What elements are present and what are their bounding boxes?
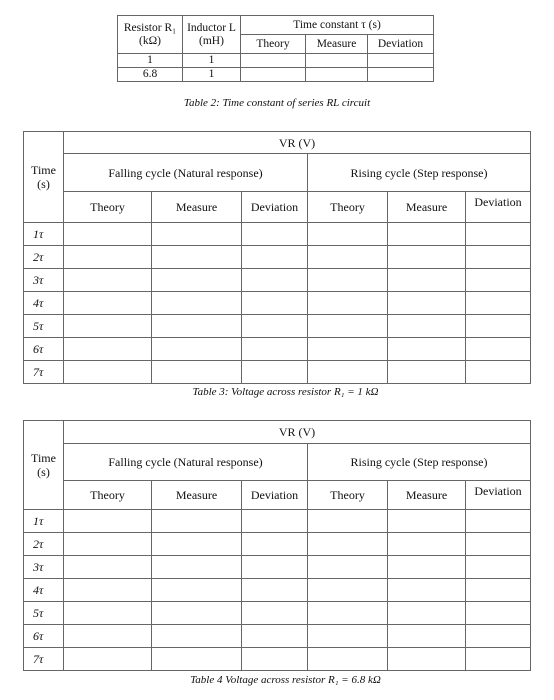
empty-cell[interactable] xyxy=(152,269,242,292)
empty-cell[interactable] xyxy=(388,510,466,533)
table-row xyxy=(24,223,531,246)
time-cell: 5τ xyxy=(24,315,64,338)
table-row xyxy=(24,602,531,625)
empty-cell[interactable] xyxy=(308,648,388,671)
vr-header: VR (V) xyxy=(64,421,531,444)
empty-cell[interactable] xyxy=(466,246,531,269)
empty-cell[interactable] xyxy=(308,315,388,338)
empty-cell[interactable] xyxy=(241,68,306,82)
empty-cell[interactable] xyxy=(308,338,388,361)
time-cell: 1τ xyxy=(24,510,64,533)
falling-cycle-header: Falling cycle (Natural response) xyxy=(64,443,308,481)
empty-cell[interactable] xyxy=(388,602,466,625)
empty-cell[interactable] xyxy=(242,269,308,292)
table-row xyxy=(24,338,531,361)
rising-cycle-header: Rising cycle (Step response) xyxy=(308,154,531,192)
empty-cell[interactable] xyxy=(152,246,242,269)
deviation-header: Deviation xyxy=(368,35,434,54)
empty-cell[interactable] xyxy=(64,338,152,361)
resistor-cell: 1 xyxy=(118,54,183,68)
empty-cell[interactable] xyxy=(388,556,466,579)
empty-cell[interactable] xyxy=(64,269,152,292)
empty-cell[interactable] xyxy=(64,602,152,625)
table4-caption: Table 4 Voltage across resistor R₁ = 6.8 kΩ xyxy=(190,674,381,686)
table-row xyxy=(118,54,434,68)
time-header: Time (s) xyxy=(24,132,64,223)
time-cell: 6τ xyxy=(24,338,64,361)
empty-cell[interactable] xyxy=(152,533,242,556)
table3-body xyxy=(24,223,531,384)
voltage-table-r6-8 xyxy=(23,420,531,671)
rising-theory-header: Theory xyxy=(308,481,388,510)
empty-cell[interactable] xyxy=(242,338,308,361)
empty-cell[interactable] xyxy=(308,223,388,246)
empty-cell[interactable] xyxy=(152,315,242,338)
table-row xyxy=(24,625,531,648)
falling-deviation-header: Deviation xyxy=(242,192,308,223)
empty-cell[interactable] xyxy=(308,361,388,384)
empty-cell[interactable] xyxy=(152,556,242,579)
empty-cell[interactable] xyxy=(152,510,242,533)
empty-cell[interactable] xyxy=(388,338,466,361)
empty-cell[interactable] xyxy=(308,556,388,579)
empty-cell[interactable] xyxy=(388,269,466,292)
empty-cell[interactable] xyxy=(466,556,531,579)
falling-cycle-header: Falling cycle (Natural response) xyxy=(64,154,308,192)
empty-cell[interactable] xyxy=(308,602,388,625)
empty-cell[interactable] xyxy=(466,338,531,361)
empty-cell[interactable] xyxy=(466,648,531,671)
empty-cell[interactable] xyxy=(152,361,242,384)
time-cell: 7τ xyxy=(24,361,64,384)
empty-cell[interactable] xyxy=(388,223,466,246)
empty-cell[interactable] xyxy=(308,246,388,269)
empty-cell[interactable] xyxy=(308,625,388,648)
empty-cell[interactable] xyxy=(466,510,531,533)
empty-cell[interactable] xyxy=(242,315,308,338)
empty-cell[interactable] xyxy=(308,533,388,556)
table-row xyxy=(24,361,531,384)
time-header: Time (s) xyxy=(24,421,64,510)
empty-cell[interactable] xyxy=(388,579,466,602)
time-constant-table xyxy=(117,15,434,82)
time-cell: 5τ xyxy=(24,602,64,625)
empty-cell[interactable] xyxy=(152,579,242,602)
empty-cell[interactable] xyxy=(242,648,308,671)
empty-cell[interactable] xyxy=(308,269,388,292)
empty-cell[interactable] xyxy=(308,510,388,533)
rising-theory-header: Theory xyxy=(308,192,388,223)
empty-cell[interactable] xyxy=(64,579,152,602)
empty-cell[interactable] xyxy=(466,579,531,602)
empty-cell[interactable] xyxy=(64,648,152,671)
table-row xyxy=(24,246,531,269)
empty-cell[interactable] xyxy=(242,510,308,533)
empty-cell[interactable] xyxy=(242,556,308,579)
empty-cell[interactable] xyxy=(466,315,531,338)
time-constant-header: Time constant τ (s) xyxy=(241,16,434,35)
falling-measure-header: Measure xyxy=(152,481,242,510)
empty-cell[interactable] xyxy=(152,223,242,246)
empty-cell[interactable] xyxy=(388,533,466,556)
empty-cell[interactable] xyxy=(306,68,368,82)
empty-cell[interactable] xyxy=(242,602,308,625)
table3-caption: Table 3: Voltage across resistor R₁ = 1 kΩ xyxy=(192,386,379,398)
table-row xyxy=(24,269,531,292)
table-row xyxy=(118,68,434,82)
empty-cell[interactable] xyxy=(466,361,531,384)
empty-cell[interactable] xyxy=(368,54,434,68)
table-row xyxy=(24,510,531,533)
falling-deviation-header: Deviation xyxy=(242,481,308,510)
empty-cell[interactable] xyxy=(64,223,152,246)
inductor-cell: 1 xyxy=(183,54,241,68)
table-row xyxy=(24,648,531,671)
empty-cell[interactable] xyxy=(308,579,388,602)
time-cell: 4τ xyxy=(24,579,64,602)
empty-cell[interactable] xyxy=(242,292,308,315)
empty-cell[interactable] xyxy=(388,361,466,384)
rising-measure-header: Measure xyxy=(388,481,466,510)
empty-cell[interactable] xyxy=(388,315,466,338)
empty-cell[interactable] xyxy=(466,625,531,648)
empty-cell[interactable] xyxy=(388,648,466,671)
inductor-header: Inductor L (mH) xyxy=(183,16,241,54)
rising-measure-header: Measure xyxy=(388,192,466,223)
table-row xyxy=(24,533,531,556)
empty-cell[interactable] xyxy=(64,246,152,269)
empty-cell[interactable] xyxy=(388,625,466,648)
empty-cell[interactable] xyxy=(466,223,531,246)
empty-cell[interactable] xyxy=(242,625,308,648)
table-row xyxy=(24,292,531,315)
rising-cycle-header: Rising cycle (Step response) xyxy=(308,443,531,481)
empty-cell[interactable] xyxy=(242,533,308,556)
empty-cell[interactable] xyxy=(388,292,466,315)
time-cell: 4τ xyxy=(24,292,64,315)
time-cell: 3τ xyxy=(24,556,64,579)
theory-header: Theory xyxy=(241,35,306,54)
resistor-cell: 6.8 xyxy=(118,68,183,82)
empty-cell[interactable] xyxy=(64,533,152,556)
rising-deviation-header: Deviation xyxy=(466,481,531,510)
table2-caption: Table 2: Time constant of series RL circuit xyxy=(183,97,371,109)
table-row xyxy=(24,315,531,338)
inductor-cell: 1 xyxy=(183,68,241,82)
empty-cell[interactable] xyxy=(466,533,531,556)
falling-measure-header: Measure xyxy=(152,192,242,223)
table-row xyxy=(24,579,531,602)
empty-cell[interactable] xyxy=(152,625,242,648)
falling-theory-header: Theory xyxy=(64,192,152,223)
empty-cell[interactable] xyxy=(152,648,242,671)
empty-cell[interactable] xyxy=(64,292,152,315)
empty-cell[interactable] xyxy=(466,292,531,315)
empty-cell[interactable] xyxy=(466,269,531,292)
measure-header: Measure xyxy=(306,35,368,54)
empty-cell[interactable] xyxy=(306,54,368,68)
empty-cell[interactable] xyxy=(388,246,466,269)
resistor-header: Resistor R₁ (kΩ) xyxy=(118,16,183,54)
empty-cell[interactable] xyxy=(152,602,242,625)
vr-header: VR (V) xyxy=(64,132,531,154)
empty-cell[interactable] xyxy=(152,338,242,361)
empty-cell[interactable] xyxy=(368,68,434,82)
empty-cell[interactable] xyxy=(242,246,308,269)
falling-theory-header: Theory xyxy=(64,481,152,510)
empty-cell[interactable] xyxy=(242,223,308,246)
voltage-table-r1 xyxy=(23,131,531,384)
empty-cell[interactable] xyxy=(308,292,388,315)
time-cell: 3τ xyxy=(24,269,64,292)
empty-cell[interactable] xyxy=(64,361,152,384)
table-row xyxy=(24,556,531,579)
time-cell: 1τ xyxy=(24,223,64,246)
time-cell: 2τ xyxy=(24,533,64,556)
table4-body xyxy=(24,510,531,671)
empty-cell[interactable] xyxy=(64,625,152,648)
empty-cell[interactable] xyxy=(64,510,152,533)
time-cell: 7τ xyxy=(24,648,64,671)
empty-cell[interactable] xyxy=(152,292,242,315)
empty-cell[interactable] xyxy=(64,315,152,338)
empty-cell[interactable] xyxy=(242,579,308,602)
empty-cell[interactable] xyxy=(466,602,531,625)
empty-cell[interactable] xyxy=(64,556,152,579)
rising-deviation-header: Deviation xyxy=(466,192,531,223)
time-cell: 6τ xyxy=(24,625,64,648)
empty-cell[interactable] xyxy=(242,361,308,384)
time-cell: 2τ xyxy=(24,246,64,269)
empty-cell[interactable] xyxy=(241,54,306,68)
